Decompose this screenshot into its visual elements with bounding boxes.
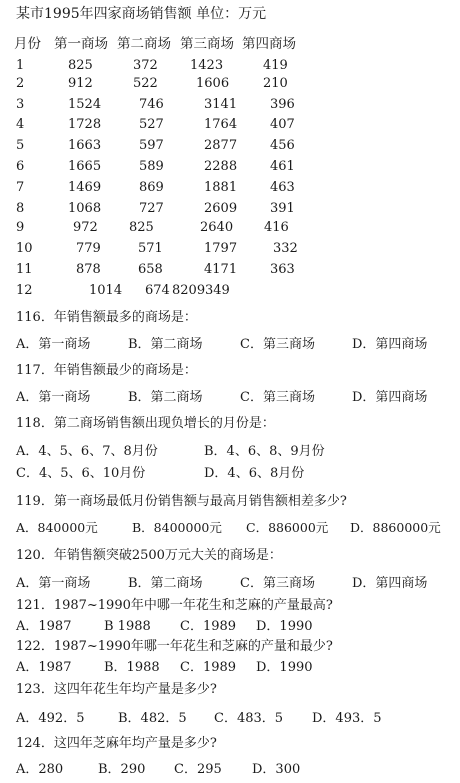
cell-store-4: 407	[270, 117, 295, 132]
cell-store-3: 1606	[196, 76, 230, 91]
cell-store-3: 2640	[200, 220, 234, 235]
cell-store-1: 972	[73, 220, 98, 235]
cell-store-2: 869	[139, 180, 164, 195]
option-b[interactable]: B．第二商场	[128, 390, 203, 405]
cell-store-4: 332	[273, 241, 298, 256]
cell-store-2: 522	[133, 76, 158, 91]
cell-store-2: 674	[145, 283, 170, 298]
cell-store-1: 1469	[68, 180, 102, 195]
question-120: 120．年销售额突破2500万元大关的商场是：	[16, 548, 282, 563]
option-b[interactable]: B．482．5	[118, 711, 187, 726]
cell-store-1: 1728	[68, 117, 102, 132]
cell-month: 4	[16, 117, 25, 132]
option-a[interactable]: A．1987	[16, 619, 72, 634]
question-123: 123．这四年花生年均产量是多少?	[16, 682, 217, 697]
cell-store-1: 825	[68, 58, 93, 73]
cell-month: 8	[16, 201, 25, 216]
cell-store-4: 461	[270, 159, 295, 174]
cell-store-4: 349	[205, 283, 230, 298]
option-d[interactable]: D．1990	[256, 660, 313, 675]
cell-month: 5	[16, 138, 25, 153]
option-d[interactable]: D．第四商场	[352, 576, 428, 591]
cell-store-3: 2609	[204, 201, 238, 216]
cell-store-2: 571	[138, 241, 163, 256]
option-c[interactable]: C．4、5、6、10月份	[16, 466, 146, 481]
header-store-4: 第四商场	[242, 36, 296, 52]
option-a[interactable]: A．第一商场	[16, 576, 91, 591]
option-c[interactable]: C．第三商场	[240, 337, 315, 352]
header-store-2: 第二商场	[117, 36, 171, 52]
cell-month: 6	[16, 159, 25, 174]
cell-store-4: 456	[270, 138, 295, 153]
cell-store-4: 210	[263, 76, 288, 91]
option-a[interactable]: A．840000元	[16, 520, 98, 535]
cell-store-1: 1665	[68, 159, 102, 174]
header-store-3: 第三商场	[180, 36, 234, 52]
cell-store-3: 3141	[204, 97, 238, 112]
cell-store-2: 372	[133, 58, 158, 73]
cell-store-3: 1764	[204, 117, 238, 132]
cell-store-1: 1524	[68, 97, 102, 112]
cell-store-4: 416	[264, 220, 289, 235]
cell-store-3: 1423	[190, 58, 224, 73]
option-d[interactable]: D．493．5	[312, 711, 382, 726]
cell-store-4: 396	[270, 97, 295, 112]
table-title: 某市1995年四家商场销售额 单位：万元	[16, 6, 267, 22]
option-a[interactable]: A．1987	[16, 660, 72, 675]
option-d[interactable]: D．1990	[256, 619, 313, 634]
cell-store-3: 2877	[204, 138, 238, 153]
header-store-1: 第一商场	[54, 36, 108, 52]
question-116: 116．年销售额最多的商场是：	[16, 310, 197, 325]
option-c[interactable]: C．886000元	[246, 520, 329, 535]
option-c[interactable]: C．483．5	[214, 711, 284, 726]
question-117: 117．年销售额最少的商场是：	[16, 363, 197, 378]
cell-store-4: 363	[270, 262, 295, 277]
cell-store-1: 1068	[68, 201, 102, 216]
question-121: 121．1987~1990年中哪一年花生和芝麻的产量最高?	[16, 598, 333, 613]
question-124: 124．这四年芝麻年均产量是多少?	[16, 736, 217, 751]
option-a[interactable]: A．第一商场	[16, 337, 91, 352]
option-c[interactable]: C．295	[174, 762, 222, 777]
option-a[interactable]: A．4、5、6、7、8月份	[16, 444, 158, 459]
option-c[interactable]: C．1989	[180, 660, 237, 675]
option-b[interactable]: B．第二商场	[128, 337, 203, 352]
option-b[interactable]: B．8400000元	[132, 520, 222, 535]
cell-store-1: 779	[76, 241, 101, 256]
cell-store-2: 727	[139, 201, 164, 216]
cell-store-1: 912	[68, 76, 93, 91]
cell-store-4: 463	[270, 180, 295, 195]
cell-month: 7	[16, 180, 25, 195]
cell-store-1: 878	[76, 262, 101, 277]
option-d[interactable]: D．300	[252, 762, 301, 777]
option-d[interactable]: D．第四商场	[352, 337, 428, 352]
cell-store-1: 1663	[68, 138, 102, 153]
option-d[interactable]: D．第四商场	[352, 390, 428, 405]
option-b[interactable]: B．1988	[104, 660, 160, 675]
cell-store-3: 2288	[204, 159, 238, 174]
cell-store-2: 597	[139, 138, 164, 153]
option-d[interactable]: D．8860000元	[350, 520, 441, 535]
option-a[interactable]: A．第一商场	[16, 390, 91, 405]
cell-store-2: 825	[129, 220, 154, 235]
cell-month: 12	[16, 283, 33, 298]
option-a[interactable]: A．492．5	[16, 711, 85, 726]
cell-month: 10	[16, 241, 33, 256]
cell-store-3: 4171	[204, 262, 238, 277]
cell-store-3: 1797	[204, 241, 238, 256]
option-a[interactable]: A．280	[16, 762, 64, 777]
cell-store-2: 589	[139, 159, 164, 174]
cell-store-3: 1881	[204, 180, 238, 195]
cell-store-2: 527	[139, 117, 164, 132]
cell-month: 1	[16, 58, 25, 73]
cell-store-4: 391	[270, 201, 295, 216]
header-month: 月份	[14, 36, 41, 52]
cell-month: 2	[16, 76, 25, 91]
option-c[interactable]: C．1989	[180, 619, 237, 634]
option-b[interactable]: B．290	[98, 762, 146, 777]
question-119: 119．第一商场最低月份销售额与最高月销售额相差多少?	[16, 494, 347, 509]
cell-month: 3	[16, 97, 25, 112]
cell-store-3: 8209	[172, 283, 206, 298]
option-b[interactable]: B．第二商场	[128, 576, 203, 591]
question-122: 122．1987~1990年哪一年花生和芝麻的产量和最少?	[16, 639, 333, 654]
cell-month: 9	[16, 220, 25, 235]
cell-store-1: 1014	[89, 283, 123, 298]
cell-store-2: 746	[139, 97, 164, 112]
cell-store-4: 419	[263, 58, 288, 73]
cell-store-2: 658	[138, 262, 163, 277]
option-b[interactable]: B．4、6、8、9月份	[204, 444, 325, 459]
option-d[interactable]: D．4、6、8月份	[204, 466, 305, 481]
option-c[interactable]: C．第三商场	[240, 576, 315, 591]
option-b[interactable]: B 1988	[104, 619, 151, 634]
option-c[interactable]: C．第三商场	[240, 390, 315, 405]
cell-month: 11	[16, 262, 33, 277]
question-118: 118．第二商场销售额出现负增长的月份是：	[16, 416, 275, 431]
